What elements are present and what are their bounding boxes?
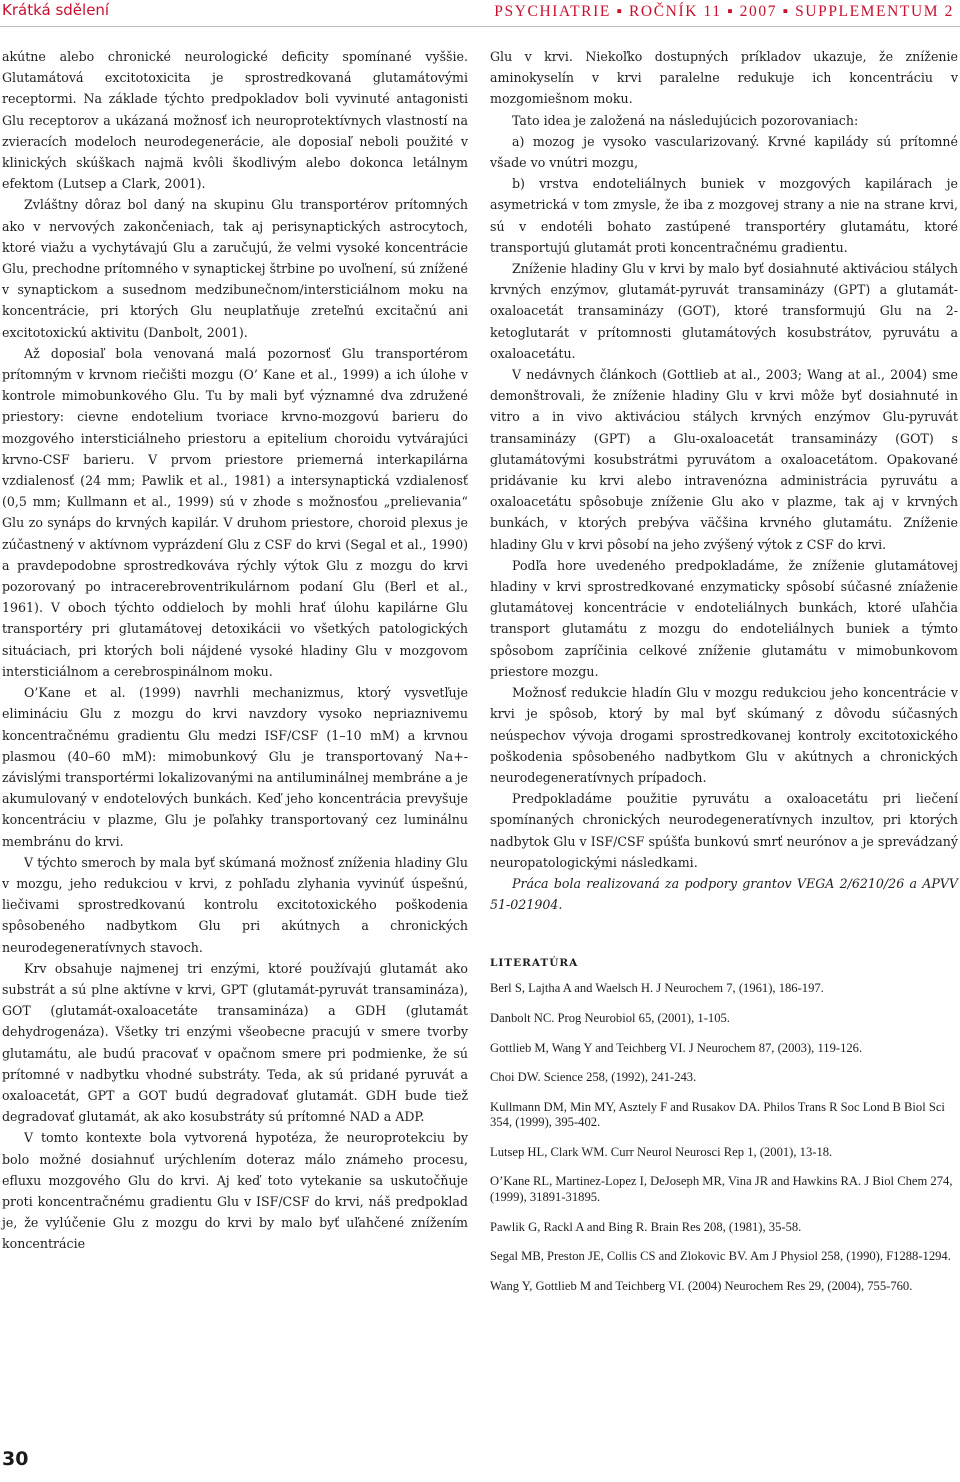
reference-item: Segal MB, Preston JE, Collis CS and Zlokovic BV. Am J Physiol 258, (1990), F1288-1294. [490, 1249, 951, 1264]
paragraph: Až doposiaľ bola venovaná malá pozornosť Glu transportérom prítomným v krvnom riečišti mozgu (O’ Kane et al., 1999) a ich úlohe v kontrole mimobunkového Glu. Tu by mali byť významné dva združené priestory: cievne endotelium tvoriace krvno-mozgovú barieru do mozgového intersticiálneho priestoru a epitelium choroidu vytvárajúci krvno-CSF barieru. V prvom priestore priemerná interkapilárna vzdialenosť (24 mm; Pawlik et al., 1981) a intersynaptická vzdialenosť (0,5 mm; Kullmann et al., 1999) sú v zhode s možnosťou „prelievania“ Glu zo synáps do krvných kapilár. V druhom priestore, choroid plexus je zúčastnený v aktívnom vyprázdení Glu z CSF do krvi (Segal et al., 1990) a pravdepodobne sprostredkováva rýchly výtok Glu z mozgu do krvi pozorovaný po intracerebroventrikulárnom podaní Glu (Berl et al., 1961). V oboch týchto oddieloch by mohli hrať úlohu kapilárne Glu transportéry pri glutamátovej detoxikácii vo všetkých patologických situáciach, pri ktorých boli nájdené vysoké hladiny Glu v mozgovom intersticiálnom a cerebrospinálnom moku. [2, 345, 468, 679]
list-item: b) vrstva endoteliálnych buniek v mozgových kapilárach je asymetrická v tom zmysle, že iba z mozgovej strany a nie na strane krvi, sú v endotéli bohato zastúpené transportéry glutamátu, ktoré transportujú glutamát proti koncentračnému gradientu. [490, 176, 958, 255]
reference-item: Choi DW. Science 258, (1992), 241-243. [490, 1070, 697, 1085]
reference-item: Danbolt NC. Prog Neurobiol 65, (2001), 1-105. [490, 1010, 730, 1025]
list-item: a) mozog je vysoko vascularizovaný. Krvné kapilády sú prítomné všade vo vnútri mozgu, [490, 133, 958, 171]
reference-item: Wang Y, Gottlieb M and Teichberg VI. (2004) Neurochem Res 29, (2004), 755-760. [490, 1278, 913, 1293]
paragraph: V tomto kontexte bola vytvorená hypotéza, že neuroprotekciu by bolo možné dosiahnuť urýchlením doteraz málo známeho procesu, efluxu mozgového Glu do krvi. Aj keď toto vytekanie sa uskutočňuje proti koncentračnému gradientu Glu v ISF/CSF do krvi, náš predpoklad je, že vylúčenie Glu z mozgu do krvi by malo byť uľahčené znížením koncentrácie [2, 1130, 468, 1252]
paragraph: Glu v krvi. Niekoľko dostupných príkladov ukazuje, že zníženie aminokyselín v krvi paralelne redukuje ich koncentráciu v mozgomiešnom moku. [490, 49, 958, 107]
reference-item: Gottlieb M, Wang Y and Teichberg VI. J Neurochem 87, (2003), 119-126. [490, 1040, 863, 1055]
reference-item: Pawlik G, Rackl A and Bing R. Brain Res 208, (1981), 35-58. [490, 1219, 802, 1234]
acknowledgement: Práca bola realizovaná za podpory grantov VEGA 2/6210/26 a APVV 51-021904. [490, 875, 958, 913]
reference-item: Berl S, Lajtha A and Waelsch H. J Neurochem 7, (1961), 186-197. [490, 981, 824, 996]
section-label: Krátká sdělení [2, 1, 110, 19]
paragraph: Možnosť redukcie hladín Glu v mozgu redukciou jeho koncentrácie v krvi je spôsob, ktorý by mal byť skúmaný z dôvodu súčasných neúspechov vývoja drogami sprostredkovanej kontroly excitotoxického poškodenia spôsobeného nadbytkom Glu v akútnych a chronických neurodegeneratívnych prípadoch. [490, 685, 958, 785]
paragraph: Predpokladáme použitie pyruvátu a oxaloacetátu pri liečení spomínaných chronických neurodegeneratívnych inzultov, pri ktorých nadbytok Glu v ISF/CSF spúšťa bunkovú smrť neurónov a je sprevádzaný neuropatologickými následkami. [490, 791, 958, 870]
paragraph: Podľa hore uvedeného predpokladáme, že zníženie glutamátovej hladiny v krvi sprostredkované enzymaticky spôsobí súčasné zníaženie glutamátovej koncentrácie v endoteliálnych bunkách, ktoré uľahčia transport glutamátu z mozgu do endoteliálnych buniek a týmto spôsobom zapríčinia celkové zníženie glutamátu v mimobunkovom priestore mozgu. [490, 557, 958, 679]
page-number: 30 [2, 1448, 29, 1470]
paragraph: Zvláštny dôraz bol daný na skupinu Glu transportérov prítomných ako v nervových zakončeniach, tak aj perisynaptických astrocytoch, ktoré viažu a vychytávajú Glu a zaručujú, že velmi vysoké koncentrácie Glu, prechodne prítomného v synaptickej štrbine po uvoľnení, sú znížené v synaptickom a susednom medzibunečnom/intersticiálnom moku na koncentrácie, pri ktorých Glu neuplatňuje zreteľnú excitačnú ani excitotoxickú aktivitu (Danbolt, 2001). [2, 197, 468, 340]
paragraph: Zníženie hladiny Glu v krvi by malo byť dosiahnuté aktiváciou stálych krvných enzýmov, glutamát-pyruvát transaminázy (GPT) a glutamát-oxaloacetát transaminázy (GOT), ktoré transformujú Glu na 2-ketoglutarát v prítomnosti glutamátových kosubstrátov, pyruvátu a oxaloacetátu. [490, 261, 958, 361]
paragraph: Krv obsahuje najmenej tri enzými, ktoré používajú glutamát ako substrát a sú plne aktívne v krvi, GPT (glutamát-pyruvát transamináza), GOT (glutamát-oxaloacetáte transamináza) a GDH (glutamát dehydrogenáza). Všetky tri enzými všeobecne pracujú v smere tvorby glutamátu, ale budú pracovať v opačnom smere pri podmienke, že sú prítomné v nadbytku vhodné substráty. Teda, ak sú pridané pyruvát a oxaloacetát, GPT a GOT budú degradovať glutamát. GDH bude tiež degradovať glutamát, ak ako kosubstráty sú prítomné NAD a ADP. [2, 960, 468, 1125]
reference-item: Kullmann DM, Min MY, Asztely F and Rusakov DA. Philos Trans R Soc Lond B Biol Sci 354, (1999), 395-402. [490, 1099, 945, 1130]
paragraph: V nedávnych článkoch (Gottlieb at al., 2003; Wang at al., 2004) sme demonštrovali, že zníženie hladiny Glu v krvi môže byť dosiahnuté in vitro a in vivo aktiváciou stálych krvných enzýmov Glu-pyruvát transaminázy (GPT) a Glu-oxaloacetát transaminázy (GOT) s glutamátovými kosubstrátmi pyruvátom a oxaloacetátom. Opakované pridávanie ku krvi alebo intravenózna administrácia pyruvátu a oxaloacetátu spôsobuje zníženie Glu ako v plazme, tak aj v krvných bunkách, v ktorých prebýva väčšina krvného glutamátu. Zníženie hladiny Glu v krvi pôsobí na jeho zvýšený výtok z CSF do krvi. [490, 367, 958, 552]
paragraph: akútne alebo chronické neurologické deficity spomínané vyššie. Glutamátová excitotoxicita je sprostredkovaná glutamátovými receptormi. Na základe týchto predpokladov boli vyvinuté antagonisti Glu receptorov a ukázaná možnosť ich neuroprotektívnych vlastností na zvieracích modeloch neurodegenerácie, ale doposiaľ neboli použité v klinických skúškach najmä kvôli škodlivým alebo dokonca letálnym efektom (Lutsep a Clark, 2001). [2, 49, 468, 192]
paragraph: O’Kane et al. (1999) navrhli mechanizmus, ktorý vysvetľuje elimináciu Glu z mozgu do krvi navzdory vysoko nepriaznivemu koncentračnému gradientu Glu medzi ISF/CSF (1–10 mM) a krvnou plasmou (40–60 mM): mimobunkový Glu je transportovaný Na+-závislými transportérmi lokalizovanými na antiluminálnej membráne a je akumulovaný v endotelových bunkách. Keď jeho koncentrácia prevyšuje koncentráciu v plazme, Glu je poľahky transportovaný cez luminálnu membránu do krvi. [2, 685, 468, 849]
page-header [0, 0, 960, 27]
reference-item: Lutsep HL, Clark WM. Curr Neurol Neurosci Rep 1, (2001), 13-18. [490, 1144, 833, 1159]
paragraph: V týchto smeroch by mala byť skúmaná možnosť zníženia hladiny Glu v mozgu, jeho redukciou v krvi, z pohľadu zlyhania vyvinúť úspešnú, liečivami sprostredkovanú kontrolu excitotoxického poškodenia spôsobeného nadbytkom Glu pri akútnych a chronických neurodegeneratívnych stavoch. [2, 854, 468, 955]
left-column [2, 46, 468, 1255]
reference-item: O’Kane RL, Martinez-Lopez I, DeJoseph MR, Vina JR and Hawkins RA. J Biol Chem 274, (1999), 31891-31895. [490, 1174, 953, 1205]
right-column [490, 46, 958, 1308]
paragraph: Tato idea je založená na následujúcich pozorovaniach: [512, 112, 859, 128]
references-heading: LITERATÚRA [490, 957, 579, 970]
references-list [490, 981, 958, 1294]
journal-running-title: PSYCHIATRIE ▪ ROČNÍK 11 ▪ 2007 ▪ SUPPLEMENTUM 2 [494, 3, 954, 20]
